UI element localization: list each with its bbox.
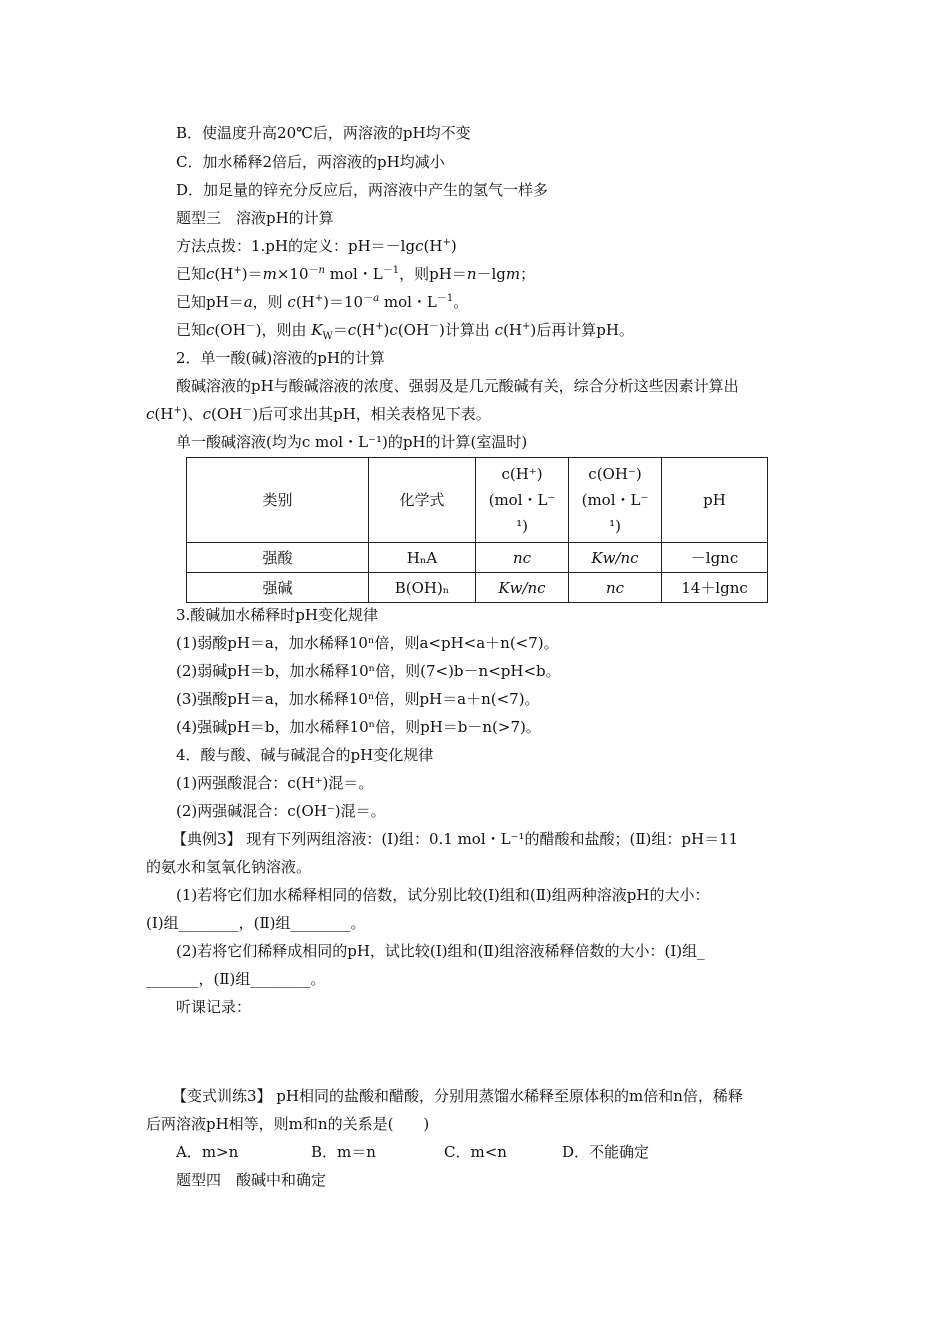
known-oh-line: 已知c(OH－)，则由 $K_W=c(H^+)c(OH^-)$计算出 c(H+)后再计算pH。 — [176, 321, 634, 342]
method-line: 方法点拨：1.pH的定义：pH＝－lgc(H+) — [176, 237, 457, 255]
cell: nc — [569, 573, 662, 603]
rule3-item2: (2)弱碱pH＝b，加水稀释10ⁿ倍，则(7<)b－n<pH<b。 — [176, 662, 561, 680]
variant3-option-c: C．m<n — [444, 1143, 507, 1161]
table-row — [187, 543, 768, 573]
cell: B(OH)ₙ — [369, 573, 476, 603]
rule3-item4: (4)强碱pH＝b，加水稀释10ⁿ倍，则pH＝b－n(>7)。 — [176, 718, 541, 736]
known-ph-line: 已知pH＝a，则 $c(H^+)=10^{-a}$ mol・$L^{-1}$。 — [176, 293, 469, 311]
rule4-heading: 4．酸与酸、碱与碱混合的pH变化规律 — [176, 746, 434, 764]
header-h-conc: c(H⁺) (mol・L⁻ ¹) — [476, 458, 569, 543]
cell: 强酸 — [187, 543, 369, 573]
variant3-option-d: D．不能确定 — [562, 1143, 650, 1161]
cell: Kw/nc — [476, 573, 569, 603]
variant3-line1: 【变式训练3】 pH相同的盐酸和醋酸，分别用蒸馏水稀释至原体积的m倍和n倍，稀释 — [172, 1087, 743, 1105]
lecture-notes-label: 听课记录： — [176, 998, 252, 1016]
header-ph: pH — [662, 458, 768, 543]
known-oh-label: 已知 — [176, 321, 207, 339]
rule3-item3: (3)强酸pH＝a，加水稀释10ⁿ倍，则pH＝a＋n(<7)。 — [176, 690, 540, 708]
table-title: 单一酸碱溶液(均为c mol・L⁻¹)的pH的计算(室温时) — [176, 433, 528, 451]
example3-line1: 【典例3】 现有下列两组溶液：(Ⅰ)组：0.1 mol・L⁻¹的醋酸和盐酸；(Ⅱ)组：pH＝11 — [172, 830, 739, 848]
table-header-row — [187, 458, 768, 543]
rule3-item1: (1)弱酸pH＝a，加水稀释10ⁿ倍，则a<pH<a＋n(<7)。 — [176, 634, 559, 652]
cell: 强碱 — [187, 573, 369, 603]
cell: －lgnc — [662, 543, 768, 573]
header-category: 类别 — [187, 458, 369, 543]
cell: nc — [476, 543, 569, 573]
known-h-line: 已知$c(H^+)=m\times 10^{-n}$ mol・$L^{-1}$，则pH＝n－lgm； — [176, 265, 536, 283]
unit: mol・L — [329, 265, 383, 283]
header-oh-conc: c(OH⁻) (mol・L⁻ ¹) — [569, 458, 662, 543]
method-text: 方法点拨：1.pH的定义：pH＝－lg — [176, 237, 416, 255]
cell: Kw/nc — [569, 543, 662, 573]
variant3-line2: 后两溶液pH相等，则m和n的关系是( ) — [146, 1115, 430, 1133]
cell: 14＋lgnc — [662, 573, 768, 603]
known-ph-label: 已知pH＝ — [176, 293, 244, 311]
example3-q1-line2: (Ⅰ)组________，(Ⅱ)组________。 — [146, 914, 366, 932]
paragraph-text: 后可求出其pH，相关表格见下表。 — [258, 405, 491, 423]
header-formula: 化学式 — [369, 458, 476, 543]
rule4-item1: (1)两强酸混合：c(H⁺)混＝。 — [176, 774, 374, 792]
section-type3-heading: 题型三 溶液pH的计算 — [176, 209, 334, 227]
variant3-option-b: B．m＝n — [311, 1143, 376, 1161]
ph-table — [186, 457, 768, 603]
paragraph-line2: c(H+)、c(OH－)后可求出其pH，相关表格见下表。 — [146, 405, 491, 423]
known-label: 已知 — [176, 265, 207, 283]
cell: HₙA — [369, 543, 476, 573]
example3-q1-line1: (1)若将它们加水稀释相同的倍数，试分别比较(Ⅰ)组和(Ⅱ)组两种溶液pH的大小： — [176, 886, 710, 904]
rule4-item2: (2)两强碱混合：c(OH⁻)混＝。 — [176, 802, 386, 820]
section-type4-heading: 题型四 酸碱中和确定 — [176, 1171, 327, 1189]
option-b: B．使温度升高20℃后，两溶液的pH均不变 — [176, 124, 471, 142]
table-row — [187, 573, 768, 603]
then-ph: ，则pH＝ — [399, 265, 467, 283]
option-c: C．加水稀释2倍后，两溶液的pH均减小 — [176, 153, 445, 171]
rule3-heading: 3.酸碱加水稀释时pH变化规律 — [176, 606, 378, 624]
example3-q2-line1: (2)若将它们稀释成相同的pH，试比较(Ⅰ)组和(Ⅱ)组溶液稀释倍数的大小：(Ⅰ)组_ — [176, 942, 705, 960]
example3-q2-line2: _______，(Ⅱ)组________。 — [146, 970, 326, 988]
item-2-heading: 2．单一酸(碱)溶液的pH的计算 — [176, 349, 385, 367]
option-d: D．加足量的锌充分反应后，两溶液中产生的氢气一样多 — [176, 181, 549, 199]
variant3-option-a: A．m>n — [176, 1143, 239, 1161]
paragraph-line1: 酸碱溶液的pH与酸碱溶液的浓度、强弱及是几元酸碱有关，综合分析这些因素计算出 — [176, 377, 739, 395]
example3-line2: 的氨水和氢氧化钠溶液。 — [146, 858, 312, 876]
